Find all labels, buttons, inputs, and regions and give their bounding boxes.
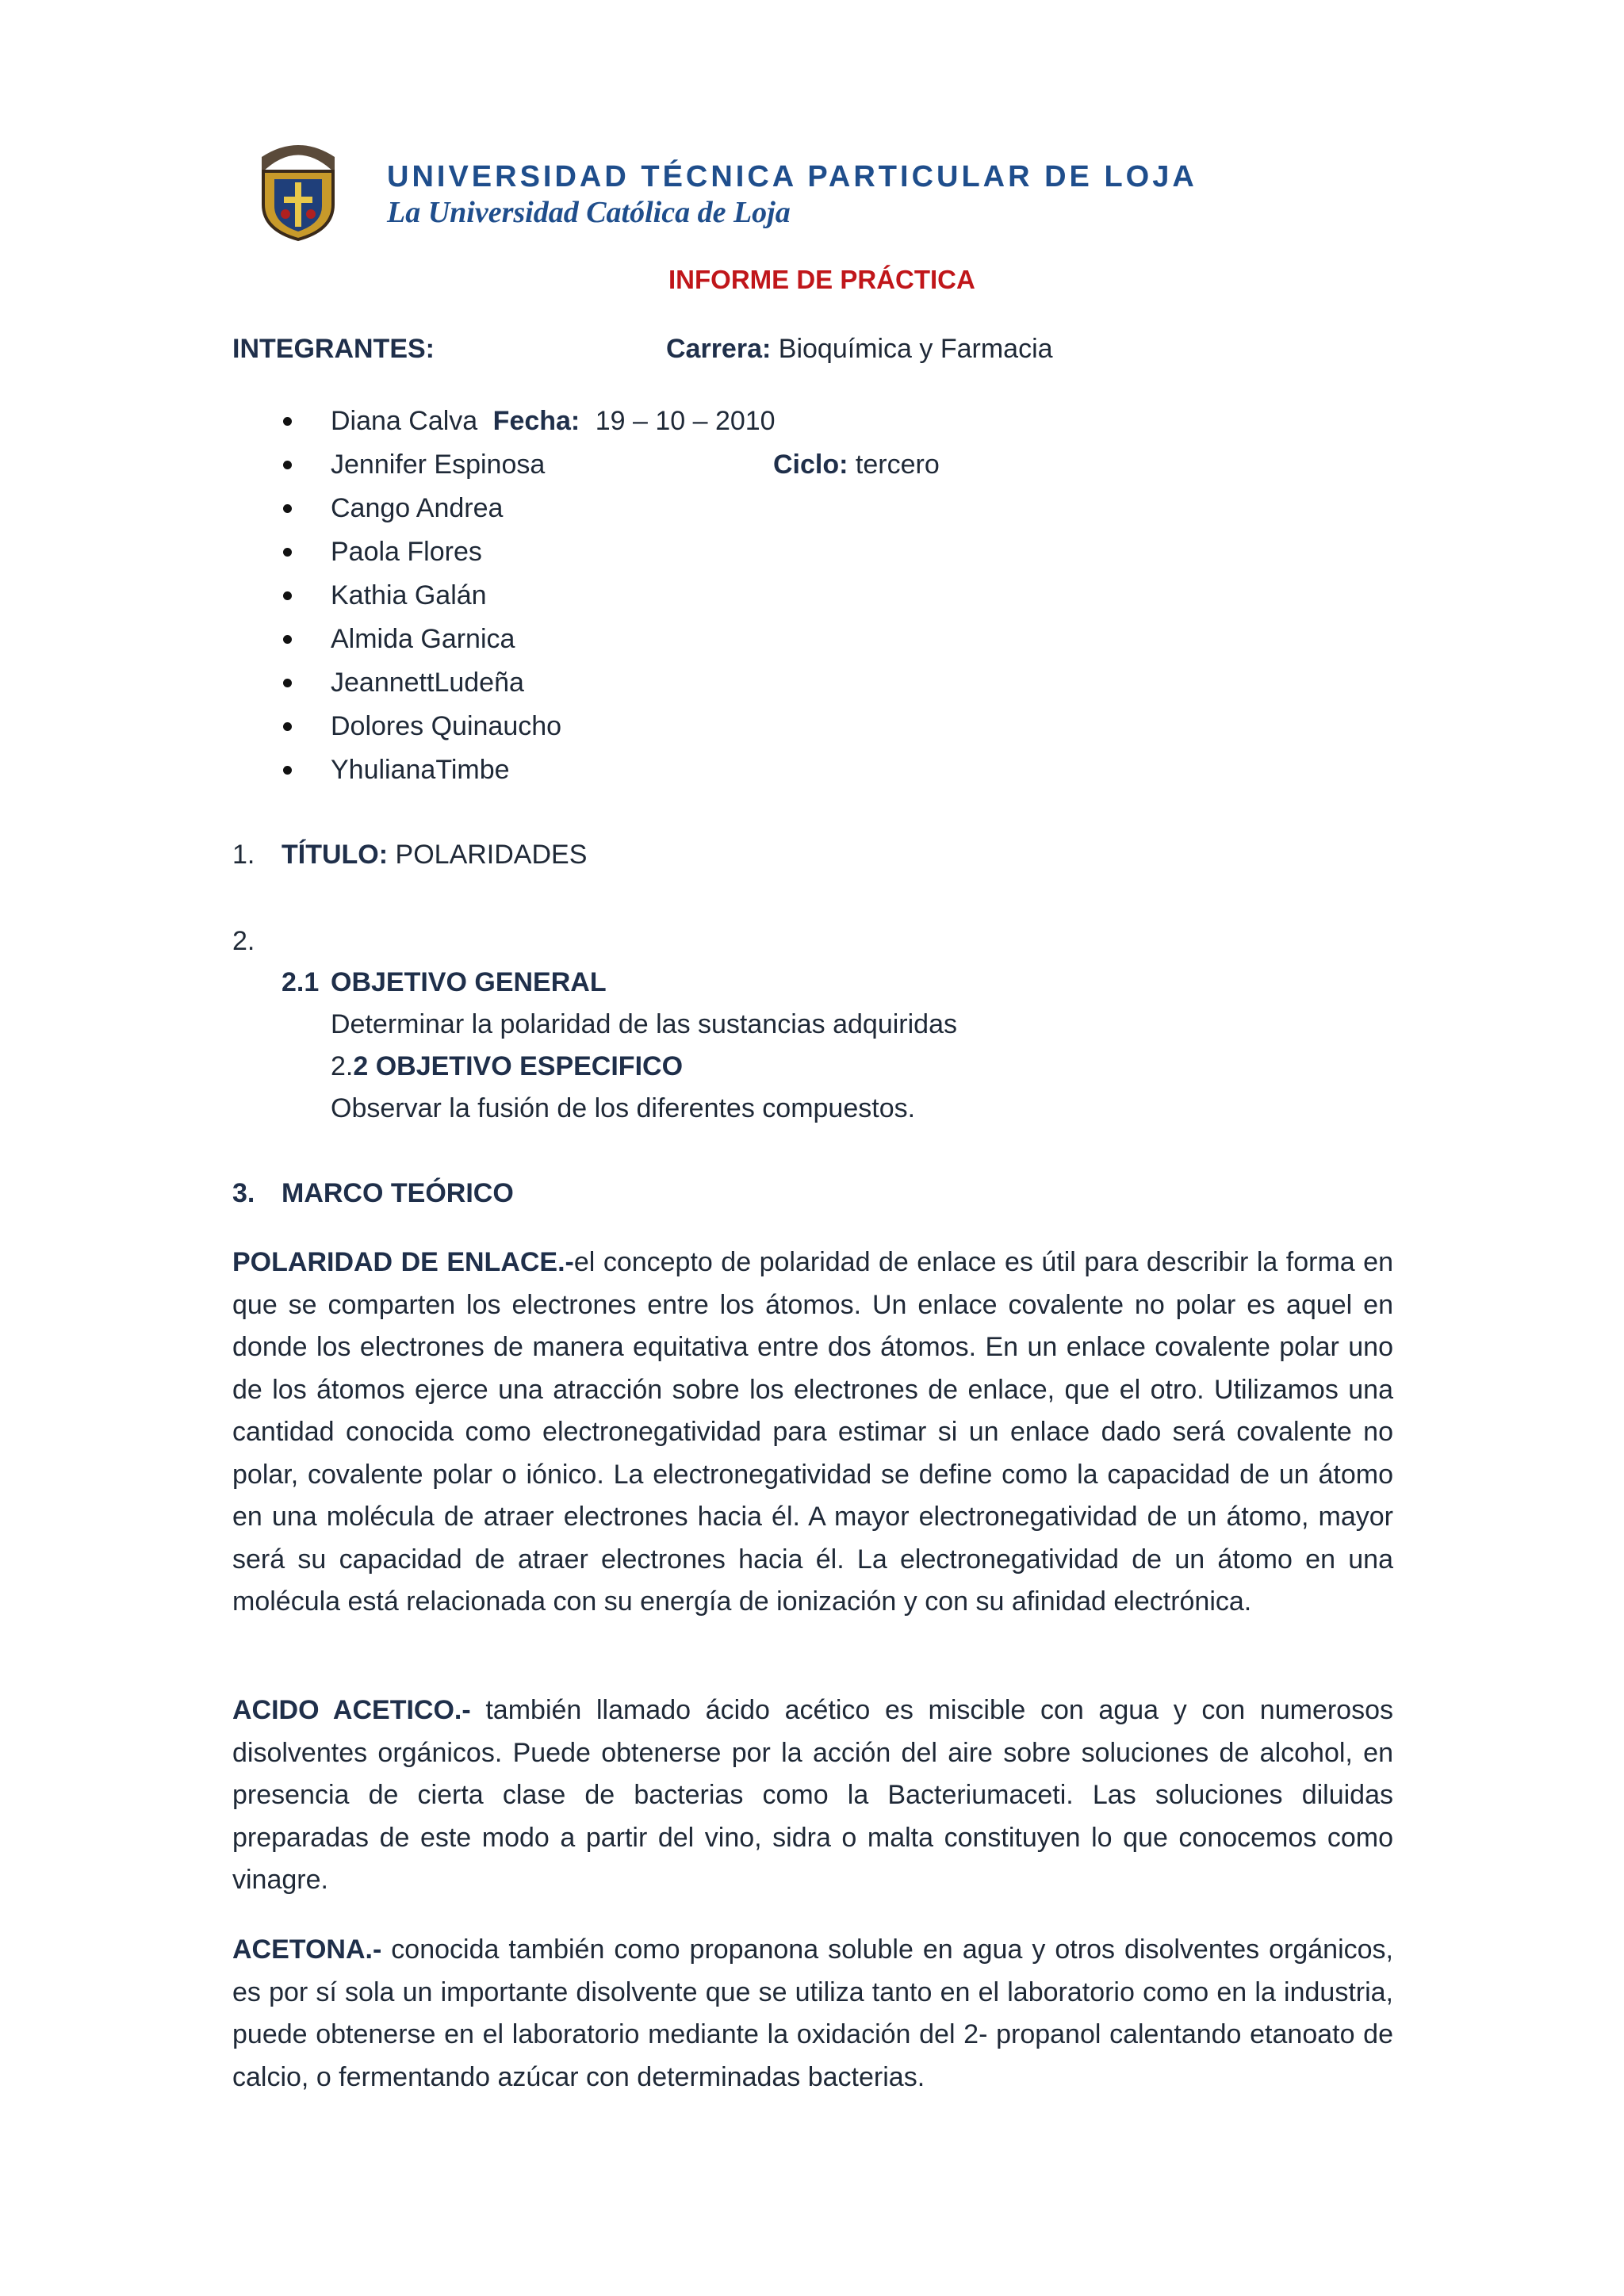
list-item: JeannettLudeña	[331, 668, 524, 698]
paragraph-text: el concepto de polaridad de enlace es útil para describir la forma en que se comparten los electrones entre los átomos. Un enlace covalente no polar es aquel en donde los electrones de manera equitativa entre dos átomos. En un enlace covalente polar uno de los átomos ejerce una atracción sobre los electrones de enlace, que el otro. Utilizamos una cantidad conocida como electronegatividad para estimar si un enlace dado será covalente no polar, covalente polar o iónico. La electronegatividad se define como la capacidad de un átomo en una molécula de atraer electrones hacia él. A mayor electronegatividad de un átomo, mayor será su capacidad de atraer electrones hacia él. La electronegatividad de un átomo en una molécula está relacionada con su energía de ionización y con su afinidad electrónica.	[232, 1247, 1393, 1617]
objective-specific-title: 2 OBJETIVO ESPECIFICO	[353, 1051, 684, 1081]
integrantes-label: INTEGRANTES:	[232, 334, 435, 364]
section-1-title	[282, 839, 587, 871]
section-2-number: 2.	[232, 926, 255, 956]
bullet-icon	[283, 461, 292, 469]
list-item: Paola Flores	[331, 537, 482, 567]
paragraph-label: POLARIDAD DE ENLACE.-	[232, 1247, 574, 1277]
paragraph-text: conocida también como propanona soluble en agua y otros disolventes orgánicos, es por sí sola un importante disolvente que se utiliza tanto en el laboratorio como en la industria, puede obtenerse en el laboratorio mediante la oxidación del 2- propanol calentando etanoato de calcio, o fermentando azúcar con determinadas bacterias.	[232, 1934, 1393, 2092]
objective-general-number: 2.1	[282, 967, 320, 997]
list-item: Almida Garnica	[331, 624, 515, 654]
paragraph-polaridad-enlace	[232, 1242, 1393, 1624]
bullet-icon	[283, 679, 292, 687]
bullet-icon	[283, 591, 292, 600]
bullet-icon	[283, 766, 292, 775]
objective-specific-text: Observar la fusión de los diferentes compuestos.	[331, 1093, 916, 1123]
bullet-icon	[283, 722, 292, 731]
carrera-label: Carrera:	[666, 334, 772, 364]
section-3-number: 3.	[232, 1178, 255, 1208]
objective-specific-prefix: 2.	[331, 1051, 354, 1081]
paragraph-acetona	[232, 1929, 1393, 2099]
bullet-icon	[283, 417, 292, 426]
fecha-label: Fecha:	[492, 406, 580, 436]
list-item: Kathia Galán	[331, 580, 487, 610]
bullet-icon	[283, 548, 292, 557]
fecha-value: 19 – 10 – 2010	[595, 406, 776, 436]
list-item: Cango Andrea	[331, 493, 504, 523]
ciclo-label: Ciclo:	[773, 450, 848, 480]
paragraph-acido-acetico	[232, 1689, 1393, 1902]
objective-general-title: OBJETIVO GENERAL	[331, 967, 607, 997]
objective-specific-heading	[331, 1050, 683, 1082]
paragraph-label: ACIDO ACETICO.-	[232, 1695, 471, 1725]
bullet-icon	[283, 635, 292, 644]
section-3-title: MARCO TEÓRICO	[282, 1178, 514, 1208]
university-name: UNIVERSIDAD TÉCNICA PARTICULAR DE LOJA	[387, 160, 1197, 193]
list-item	[331, 405, 776, 437]
ciclo-value: tercero	[855, 450, 940, 480]
paragraph-label: ACETONA.-	[232, 1934, 382, 1965]
university-header	[238, 136, 1475, 247]
list-item: Dolores Quinaucho	[331, 711, 562, 741]
carrera-value: Bioquímica y Farmacia	[778, 334, 1053, 364]
section-1-number: 1.	[232, 840, 255, 870]
list-item: Jennifer Espinosa	[331, 450, 546, 480]
objective-general-text: Determinar la polaridad de las sustancias adquiridas	[331, 1009, 957, 1039]
section-1-label: TÍTULO:	[282, 840, 389, 870]
university-crest-icon	[246, 141, 350, 243]
list-item: YhulianaTimbe	[331, 755, 510, 785]
university-tagline: La Universidad Católica de Loja	[387, 196, 791, 229]
section-1-value: POLARIDADES	[395, 840, 588, 870]
member-name: Diana Calva	[331, 406, 478, 436]
report-title: INFORME DE PRÁCTICA	[668, 265, 975, 294]
paragraph-text: también llamado ácido acético es miscible con agua y con numerosos disolventes orgánicos. Puede obtenerse por la acción del aire sobre soluciones de alcohol, en presencia de cierta clase de bacterias como la Bacteriumaceti. Las soluciones diluidas preparadas de este modo a partir del vino, sidra o malta constituyen lo que conocemos como vinagre.	[232, 1695, 1393, 1895]
ciclo-line	[773, 449, 940, 480]
carrera-line	[666, 333, 1053, 365]
bullet-icon	[283, 504, 292, 513]
